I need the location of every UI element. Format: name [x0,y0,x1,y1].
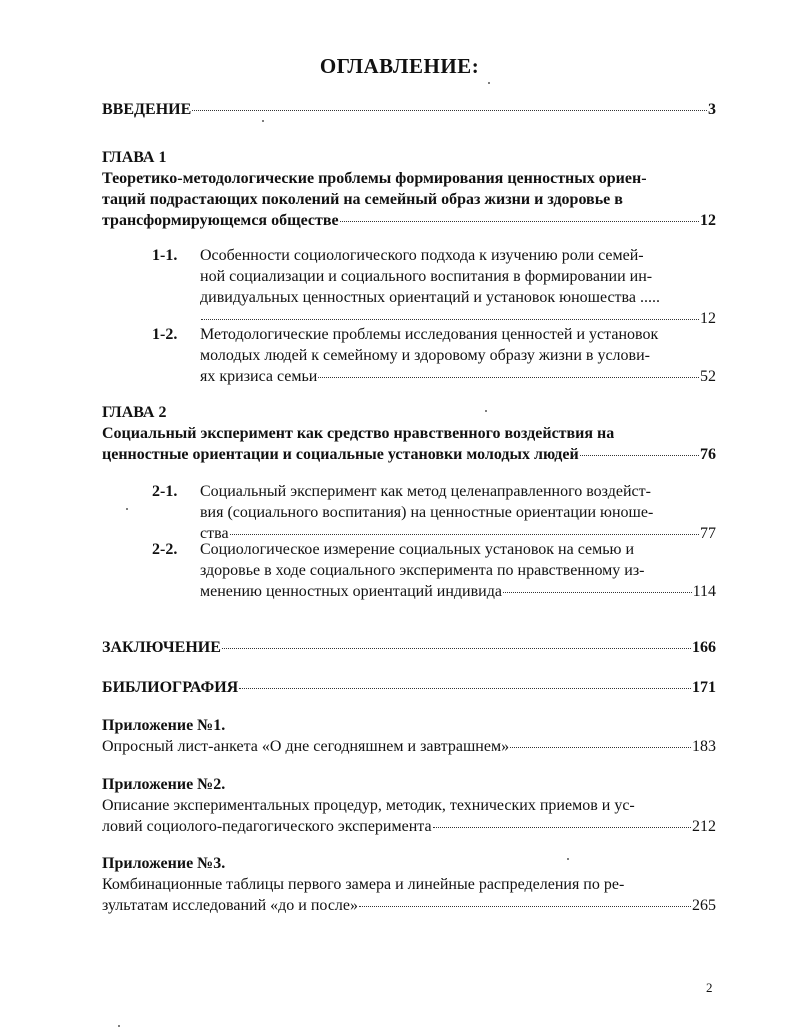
entry-page: 166 [692,639,716,656]
entry-label: ЗАКЛЮЧЕНИЕ [102,639,221,656]
entry-label: ВВЕДЕНИЕ [102,101,192,118]
entry-page: 183 [692,738,716,755]
section-number: 1-2. [152,326,178,343]
entry-page: 3 [708,101,716,118]
toc-entry-appendix-3[interactable] [102,853,716,916]
section-title-line: ной социализации и социального воспитания в формировании ин- [200,268,653,285]
entry-page: 171 [692,679,716,696]
section-title-line: Социальный эксперимент как метод целенаправленного воздейст- [200,483,651,500]
toc-entry-conclusion[interactable] [102,637,716,658]
toc-entry-chapter-2[interactable] [102,402,716,465]
appendix-heading: Приложение №2. [102,776,226,793]
toc-entry-section-1-2[interactable] [152,324,716,387]
appendix-title-line: Комбинационные таблицы первого замера и линейные распределения по ре- [102,876,625,893]
appendix-title-line: зультатам исследований «до и после» [102,897,359,914]
dot-leader [340,221,699,222]
toc-entry-section-2-1[interactable] [152,481,716,544]
toc-entry-section-1-1[interactable] [152,245,716,329]
chapter-title-line: таций подрастающих поколений на семейный образ жизни и здоровье в [102,191,623,208]
entry-page: 12 [700,212,716,229]
section-title-line: ях кризиса семьи [200,368,318,385]
scan-speck [488,82,490,84]
toc-entry-intro[interactable] [102,99,716,120]
toc-entry-appendix-2[interactable] [102,774,716,837]
appendix-heading: Приложение №1. [102,717,226,734]
section-title-line: Особенности социологического подхода к изучению роли семей- [200,247,644,264]
chapter-title-line: ценностные ориентации и социальные установки молодых людей [102,446,579,463]
entry-label: БИБЛИОГРАФИЯ [102,679,239,696]
toc-entry-chapter-1[interactable] [102,147,716,231]
dot-leader [503,592,692,593]
dot-leader [580,455,699,456]
chapter-title-line: Теоретико-методологические проблемы формирования ценностных ориен- [102,170,647,187]
chapter-title-line: трансформирующемся обществе [102,212,339,229]
section-title-line: менению ценностных ориентаций индивида [200,583,502,600]
scan-speck [126,508,128,510]
appendix-title-line: Опросный лист-анкета «О дне сегодняшнем и завтрашнем» [102,738,510,755]
entry-page: 212 [692,818,716,835]
chapter-heading: ГЛАВА 2 [102,404,167,421]
page-title: ОГЛАВЛЕНИЕ: [319,54,480,78]
section-title-line: дивидуальных ценностных ориентаций и установок юношества ..... [200,289,660,306]
toc-entry-appendix-1[interactable] [102,715,716,757]
dot-leader [239,688,691,689]
toc-entry-bibliography[interactable] [102,677,716,698]
appendix-title-line: Описание экспериментальных процедур, методик, технических приемов и ус- [102,797,635,814]
chapter-title-line: Социальный эксперимент как средство нравственного воздействия на [102,425,615,442]
dot-leader [433,827,691,828]
chapter-heading: ГЛАВА 1 [102,149,167,166]
appendix-title-line: ловий социолого-педагогического эксперимента [102,818,432,835]
dot-leader [222,648,691,649]
entry-page: 265 [692,897,716,914]
dot-leader [192,110,707,111]
section-number: 1-1. [152,247,178,264]
section-title-line: здоровье в ходе социального эксперимента по нравственному из- [200,562,645,579]
dot-leader [201,319,699,320]
page-number: 2 [706,980,713,995]
dot-leader [359,906,691,907]
scan-speck [567,858,569,860]
section-title-line: Методологические проблемы исследования ценностей и установок [200,326,659,343]
entry-page: 114 [692,583,716,600]
appendix-heading: Приложение №3. [102,855,226,872]
section-title-line: Социологическое измерение социальных установок на семью и [200,541,635,558]
dot-leader [510,747,691,748]
entry-page: 77 [700,525,716,542]
section-title-line: молодых людей к семейному и здоровому образу жизни в услови- [200,347,650,364]
entry-page: 76 [700,446,716,463]
section-title-line: ства [200,525,229,542]
entry-page: 52 [700,368,716,385]
dot-leader [230,534,699,535]
section-number: 2-2. [152,541,178,558]
entry-page: 12 [700,310,716,327]
section-number: 2-1. [152,483,178,500]
dot-leader [318,377,699,378]
scan-speck [118,1025,120,1027]
scan-speck [262,120,264,122]
scan-speck [485,410,487,412]
toc-entry-section-2-2[interactable] [152,539,716,602]
section-title-line: вия (социального воспитания) на ценностные ориентации юноше- [200,504,654,521]
